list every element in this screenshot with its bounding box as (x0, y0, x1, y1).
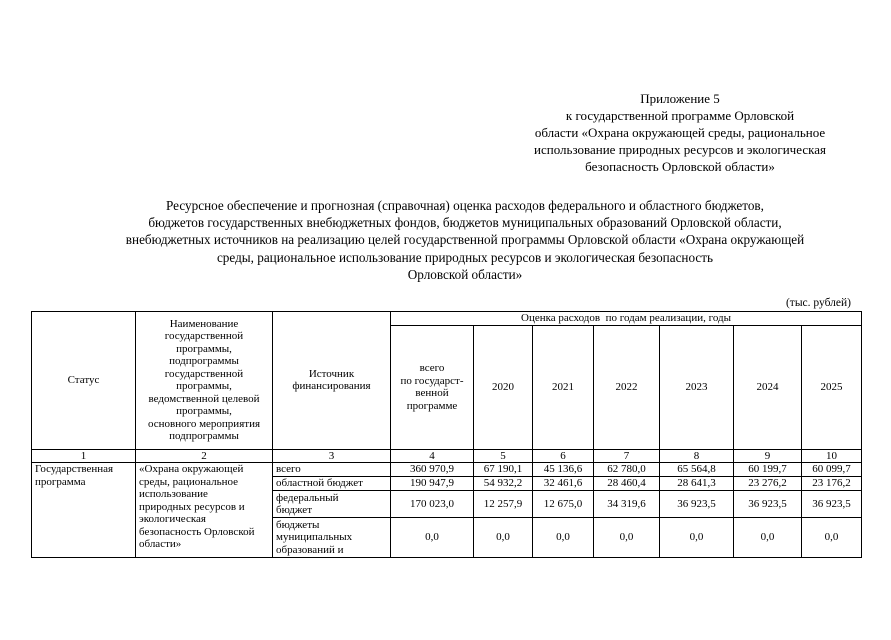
source-cell: всего (273, 463, 391, 477)
appendix-line: Приложение 5 (640, 91, 720, 106)
value-cell: 0,0 (734, 518, 802, 558)
column-index: 3 (273, 449, 391, 463)
header-total: всего по государст- венной программе (391, 325, 474, 449)
header-estimate: Оценка расходов по годам реализации, годы (391, 312, 862, 326)
source-cell: федеральный бюджет (273, 491, 391, 518)
value-cell: 23 276,2 (734, 477, 802, 491)
value-cell: 32 461,6 (533, 477, 594, 491)
total-cell: 360 970,9 (391, 463, 474, 477)
value-cell: 62 780,0 (594, 463, 660, 477)
value-cell: 54 932,2 (474, 477, 533, 491)
title-line: бюджетов государственных внебюджетных фондов, бюджетов муниципальных образований Орловской области, (148, 215, 782, 231)
value-cell: 36 923,5 (802, 491, 862, 518)
header-year: 2023 (660, 325, 734, 449)
units-label: (тыс. рублей) (785, 297, 851, 309)
appendix-line: использование природных ресурсов и экологическая (534, 142, 826, 157)
value-cell: 12 675,0 (533, 491, 594, 518)
resource-table (31, 311, 862, 558)
total-cell: 190 947,9 (391, 477, 474, 491)
column-index: 8 (660, 449, 734, 463)
value-cell: 65 564,8 (660, 463, 734, 477)
appendix-note (480, 90, 880, 175)
value-cell: 23 176,2 (802, 477, 862, 491)
value-cell: 36 923,5 (660, 491, 734, 518)
column-index: 7 (594, 449, 660, 463)
value-cell: 28 641,3 (660, 477, 734, 491)
value-cell: 36 923,5 (734, 491, 802, 518)
document-title (40, 197, 890, 283)
header-name: Наименование государственной программы, подпрограммы государственной программы, ведомственной целевой программы, основного мероприятия подпрограммы (136, 312, 273, 450)
value-cell: 0,0 (660, 518, 734, 558)
header-year: 2025 (802, 325, 862, 449)
header-status: Статус (32, 312, 136, 450)
appendix-line: области «Охрана окружающей среды, рациональное (534, 125, 826, 140)
header-year: 2024 (734, 325, 802, 449)
status-cell: Государственная программа (32, 463, 136, 558)
appendix-line: к государственной программе Орловской (565, 108, 795, 123)
header-source: Источник финансирования (273, 312, 391, 450)
column-index: 1 (32, 449, 136, 463)
appendix-line: безопасность Орловской области» (585, 159, 775, 174)
column-index: 9 (734, 449, 802, 463)
column-index: 6 (533, 449, 594, 463)
total-cell: 170 023,0 (391, 491, 474, 518)
source-cell: бюджеты муниципальных образований и (273, 518, 391, 558)
value-cell: 34 319,6 (594, 491, 660, 518)
column-index: 2 (136, 449, 273, 463)
value-cell: 60 199,7 (734, 463, 802, 477)
value-cell: 60 099,7 (802, 463, 862, 477)
value-cell: 0,0 (533, 518, 594, 558)
column-index: 5 (474, 449, 533, 463)
title-line: внебюджетных источников на реализацию целей государственной программы Орловской области «Охрана окружающей (125, 232, 805, 248)
column-index: 4 (391, 449, 474, 463)
column-index: 10 (802, 449, 862, 463)
value-cell: 28 460,4 (594, 477, 660, 491)
title-line: среды, рациональное использование природных ресурсов и экологическая безопасность (216, 249, 714, 265)
header-row (32, 312, 862, 326)
title-line: Ресурсное обеспечение и прогнозная (справочная) оценка расходов федерального и областного бюджетов, (166, 198, 764, 213)
table-row (32, 463, 862, 477)
total-cell: 0,0 (391, 518, 474, 558)
column-index-row (32, 449, 862, 463)
header-year: 2020 (474, 325, 533, 449)
header-year: 2022 (594, 325, 660, 449)
value-cell: 0,0 (594, 518, 660, 558)
value-cell: 0,0 (802, 518, 862, 558)
program-name-cell: «Охрана окружающей среды, рациональное использование природных ресурсов и экологическая безопасность Орловской области» (136, 463, 273, 558)
source-cell: областной бюджет (273, 477, 391, 491)
value-cell: 0,0 (474, 518, 533, 558)
value-cell: 12 257,9 (474, 491, 533, 518)
value-cell: 45 136,6 (533, 463, 594, 477)
value-cell: 67 190,1 (474, 463, 533, 477)
header-year: 2021 (533, 325, 594, 449)
title-line: Орловской области» (407, 266, 523, 282)
